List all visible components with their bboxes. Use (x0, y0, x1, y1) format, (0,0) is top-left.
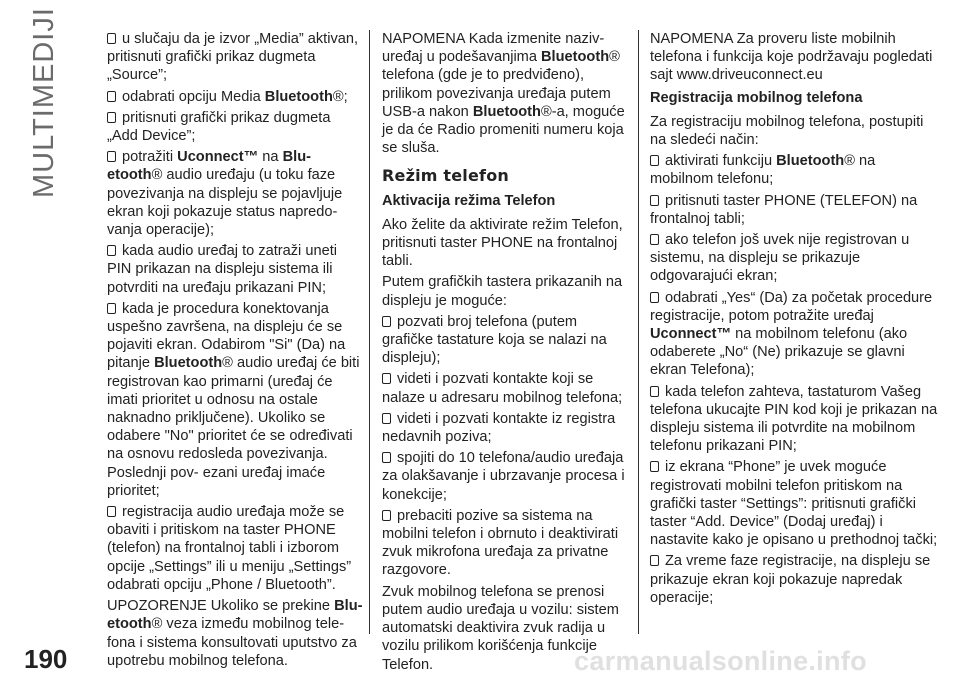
bullet-item: prebaciti pozive sa sistema na mobilni telefon i obrnuto i deaktivirati zvuk mikrofona uređaja za privatne razgovore. (382, 507, 619, 579)
paragraph: Za registraciju mobilnog telefona, postupiti na sledeći način: (650, 113, 924, 149)
checkbox-bullet-icon (382, 510, 391, 521)
bullet-item: pozvati broj telefona (putem grafičke tastature koja se nalazi na displeju); (382, 313, 607, 367)
column-left (107, 30, 363, 673)
bullet-item: kada audio uređaj to zatraži uneti PIN prikazan na displeju sistema ili potvrditi na uređaju prikazani PIN; (107, 243, 337, 296)
checkbox-bullet-icon (107, 303, 116, 314)
checkbox-bullet-icon (107, 91, 116, 102)
bullet-item: spojiti do 10 telefona/audio uređaja za olakšavanje i ubrzavanje procesa i konekcije; (382, 450, 625, 503)
checkbox-bullet-icon (107, 506, 116, 517)
checkbox-bullet-icon (107, 151, 116, 162)
bullet-item: kada telefon zahteva, tastaturom Vašeg telefona ukucajte PIN kod koji je prikazan na displeju sistema ili potvrdite na mobilnom telefonu prikazani PIN; (650, 383, 938, 455)
checkbox-bullet-icon (107, 33, 116, 44)
bullet-item: pritisnuti grafički prikaz dugmeta „Add Device”; (107, 109, 331, 145)
paragraph: Zvuk mobilnog telefona se prenosi putem audio uređaja u vozilu: sistem automatski deaktivira zvuk radija u vozilu prilikom korišćenja funkcije Telefon. (382, 583, 619, 673)
bullet-item: potražiti Uconnect™ na Blu- etooth® audio uređaju (u toku faze povezivanja na displeju se pojavljuje ekran koji pokazuje status napredo- vanja operacije); (107, 149, 343, 239)
checkbox-bullet-icon (650, 234, 659, 245)
checkbox-bullet-icon (382, 413, 391, 424)
checkbox-bullet-icon (650, 555, 659, 566)
warning-note: UPOZORENJE Ukoliko se prekine Blu- etooth® veza između mobilnog tele- fona i sistema konsultovati uputstvo za upotrebu mobilnog telefona. (107, 598, 363, 669)
note-paragraph: NAPOMENA Kada izmenite naziv- uređaj u podešavanjima Bluetooth® telefona (gde je to predviđeno), prilikom povezivanja uređaja putem USB-a nakon Bluetooth®-a, moguće je da će Radio promeniti numeru koja se sluša. (382, 31, 625, 157)
section-title (22, 7, 62, 200)
note-paragraph: NAPOMENA Za proveru liste mobilnih telefona i funkcija koje podržavaju pogledati sajt www.driveuconnect.eu (650, 31, 933, 84)
bullet-item: ako telefon još uvek nije registrovan u sistemu, na displeju se prikazuje odgovarajući ekran; (650, 232, 910, 285)
checkbox-bullet-icon (382, 373, 391, 384)
paragraph: Ako želite da aktivirate režim Telefon, pritisnuti taster PHONE na frontalnoj tabli. (382, 216, 623, 270)
bullet-item: u slučaju da je izvor „Media” aktivan, pritisnuti grafički prikaz dugmeta „Source”; (107, 31, 359, 84)
column-middle (382, 30, 626, 677)
checkbox-bullet-icon (107, 112, 116, 123)
checkbox-bullet-icon (382, 316, 391, 327)
bullet-item: Za vreme faze registracije, na displeju se prikazuje ekran koji pokazuje napredak operacije; (650, 553, 931, 606)
checkbox-bullet-icon (650, 155, 659, 166)
column-divider (369, 30, 370, 634)
section-title-text: MULTIMEDIJI (28, 7, 60, 198)
bullet-item: registracija audio uređaja može se obaviti i pritiskom na taster PHONE (telefon) na frontalnoj tabli i izborom opcije „Settings” ili u meniju „Settings” odabrati opciju „Phone / Bluetooth”. (107, 504, 352, 593)
column-divider (638, 30, 639, 634)
checkbox-bullet-icon (107, 245, 116, 256)
page-number: 190 (24, 644, 68, 674)
subheading: Registracija mobilnog telefona (650, 89, 863, 106)
bullet-item: pritisnuti taster PHONE (TELEFON) na frontalnoj tabli; (650, 192, 918, 227)
column-right (650, 30, 940, 610)
bullet-item: videti i pozvati kontakte iz registra nedavnih poziva; (382, 410, 616, 446)
bullet-item: aktivirati funkciju Bluetooth® na mobilnom telefonu; (650, 153, 876, 188)
checkbox-bullet-icon (382, 452, 391, 463)
bullet-item: iz ekrana “Phone” je uvek moguće registrovati mobilni telefon pritiskom na grafički taster “Settings”: pritisnuti grafički taster “Add. Device” (Dodaj uređaj) i nastavite kako je opisano u prethodnoj tački; (650, 459, 938, 549)
checkbox-bullet-icon (650, 461, 659, 472)
watermark: carmanualsonline.info (574, 646, 867, 676)
paragraph: Putem grafičkih tastera prikazanih na displeju je moguće: (382, 274, 623, 309)
subheading: Aktivacija režima Telefon (382, 192, 556, 209)
checkbox-bullet-icon (650, 292, 659, 303)
bullet-item: odabrati „Yes“ (Da) za početak procedure registracije, potom potražite uređaj Uconnect™ na mobilnom telefonu (ako odaberete „No“ (Ne) prikazuje se glavni ekran Telefona); (650, 289, 933, 379)
bullet-item: odabrati opciju Media Bluetooth®; (107, 88, 363, 106)
bullet-item: videti i pozvati kontakte koji se nalaze u adresaru mobilnog telefona; (382, 371, 623, 406)
checkbox-bullet-icon (650, 386, 659, 397)
bullet-item: kada je procedura konektovanja uspešno završena, na displeju će se pojaviti ekran. Odabirom "Si" (Da) na pitanje Bluetooth® audio uređaj će biti registrovan kao primarni (uređaj će imati prioritet u odnosu na ostale naknadno priključene). Ukoliko se odabere "No" prioritet će se određivati na osnovu redosleda povezivanja. Poslednji pov- ezani uređaj imaće prioritet; (107, 300, 360, 499)
checkbox-bullet-icon (650, 195, 659, 206)
section-heading: Režim telefon (382, 166, 509, 186)
